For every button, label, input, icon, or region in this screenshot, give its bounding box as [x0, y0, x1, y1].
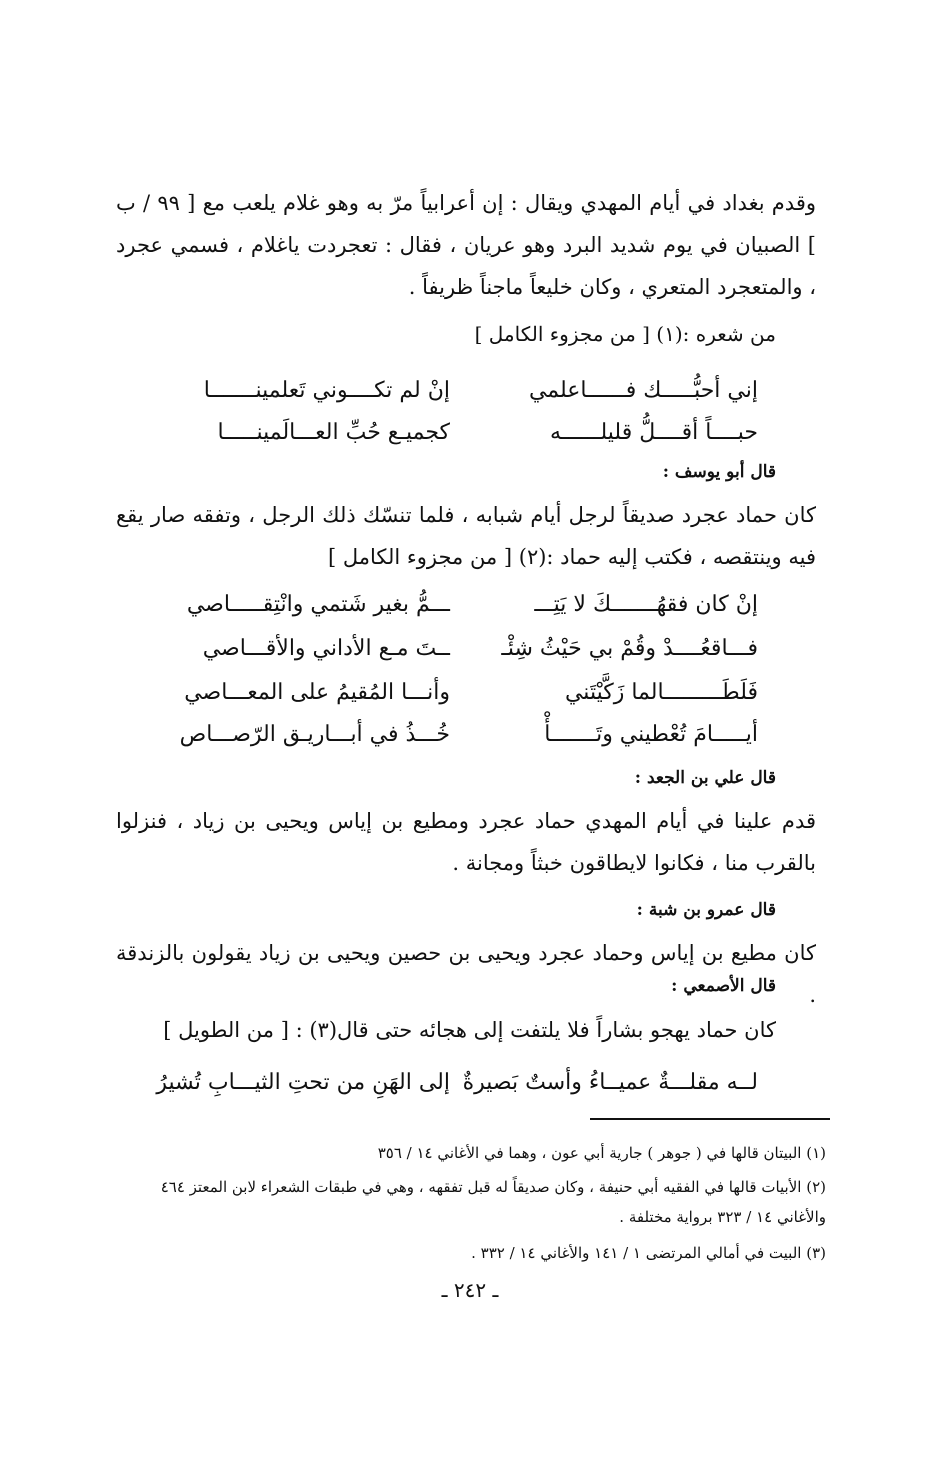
verse-second-hemistich: ــتَ مـع الأداني والأقـــاصي — [202, 636, 450, 661]
verse-second-hemistich: خُـــذُ في أبـــاريـق الرّصـــاص — [179, 722, 450, 747]
verse-second-hemistich: إنْ لم تكــــوني تَعلمينـــــــا — [203, 378, 450, 403]
paragraph-intro: وقدم بغداد في أيام المهدي ويقال : إن أعرابياً مرّ به وهو غلام يلعب مع [ ٩٩ / ب ] الصبيان في يوم شديد البرد وهو عريان ، فقال : تعجردت ياغلام ، فسمي عجرد ، والمتعجرد المتعري ، وكان خليعاً ماجناً ظريفاً . — [116, 191, 816, 299]
paragraph-bashshar: كان حماد يهجو بشاراً فلا يلتفت إلى هجائه حتى قال(٣) : [ من الطويل ] — [163, 1018, 776, 1042]
heading-amr-ibn-shabba: قال عمرو بن شبة : — [636, 900, 776, 920]
verse-row — [184, 680, 758, 720]
verse-second-hemistich: ـــمُّ بغير شَتمي وانْتِقـــــاصي — [186, 592, 450, 617]
verse-first-hemistich: إني أحبُّـــــك فــــــاعلمي — [528, 378, 758, 403]
paragraph-zandaqa: كان مطيع بن إياس وحماد عجرد ويحيى بن حصين ويحيى بن زياد يقولون بالزندقة . — [116, 941, 816, 1007]
verse-second-hemistich: وأنـــا المُقيمُ على المعـــاصي — [184, 680, 450, 705]
paragraph-mahdi-days: قدم علينا في أيام المهدي حماد عجرد ومطيع بن إياس ويحيى بن زياد ، فنزلوا بالقرب منا ، فكانوا لايطاقون خبثاً ومجانة . — [116, 809, 816, 875]
verse-row — [190, 420, 758, 460]
verse-row — [186, 592, 758, 632]
poem-intro: من شعره :(١) [ من مجزوء الكامل ] — [474, 322, 776, 346]
verse-first-hemistich: فـــاقعُــــدْ وقُمْ بي حَيْثُ شِئْـ — [501, 636, 758, 661]
footnote-separator — [590, 1118, 830, 1120]
verse-second-hemistich: إلى الهَنِ من تحتِ الثيـــابِ تُشيرُ — [156, 1070, 450, 1095]
verse-second-hemistich: كجميـع حُبِّ العـــالَمينـــــا — [217, 420, 450, 445]
verse-first-hemistich: حبــــاً أقــــلُّ قليلــــــه — [550, 420, 758, 445]
page-number: ـ ٢٤٢ ـ — [441, 1278, 499, 1302]
verse-first-hemistich: أيـــــامَ تُعْطيني وتَـــــــأْ — [544, 722, 758, 747]
verse-first-hemistich: إنْ كان فقهُـــــــكَ لا يَتِـــ — [534, 592, 758, 617]
footnote-3: (٣) البيت في أمالي المرتضى ١ / ١٤١ والأغاني ١٤ / ٣٣٢ . — [471, 1244, 826, 1262]
heading-ali-ibn-jaad: قال علي بن الجعد : — [634, 768, 776, 788]
verse-first-hemistich: فَلَطَـــــــــالما زَكَّيْتَني — [564, 680, 758, 705]
footnote-1: (١) البيتان قالها في ( جوهر ) جارية أبي عون ، وهما في الأغاني ١٤ / ٣٥٦ — [377, 1144, 826, 1162]
verse-row — [190, 636, 758, 676]
verse-row — [190, 378, 758, 418]
heading-asmai: قال الأصمعي : — [671, 976, 776, 996]
verse-row — [156, 1070, 758, 1110]
heading-abu-yusuf: قال أبو يوسف : — [662, 462, 776, 482]
footnote-2: (٢) الأبيات قالها في الفقيه أبي حنيفة ، وكان صديقاً له قبل تفقهه ، وهي في طبقات الشعراء لابن المعتز ٤٦٤ والأغاني ١٤ / ٣٢٣ برواية مختلفة . — [160, 1178, 826, 1226]
verse-row — [179, 722, 758, 762]
verse-first-hemistich: لــه مقلـــةٌ عميــاءُ وأستٌ بَصيرةٌ — [462, 1070, 758, 1095]
paragraph-hammad-friend: كان حماد عجرد صديقاً لرجل أيام شبابه ، فلما تنسّك ذلك الرجل ، وتفقه صار يقع فيه وينتقصه ، فكتب إليه حماد :(٢) [ من مجزوء الكامل ] — [116, 503, 816, 569]
